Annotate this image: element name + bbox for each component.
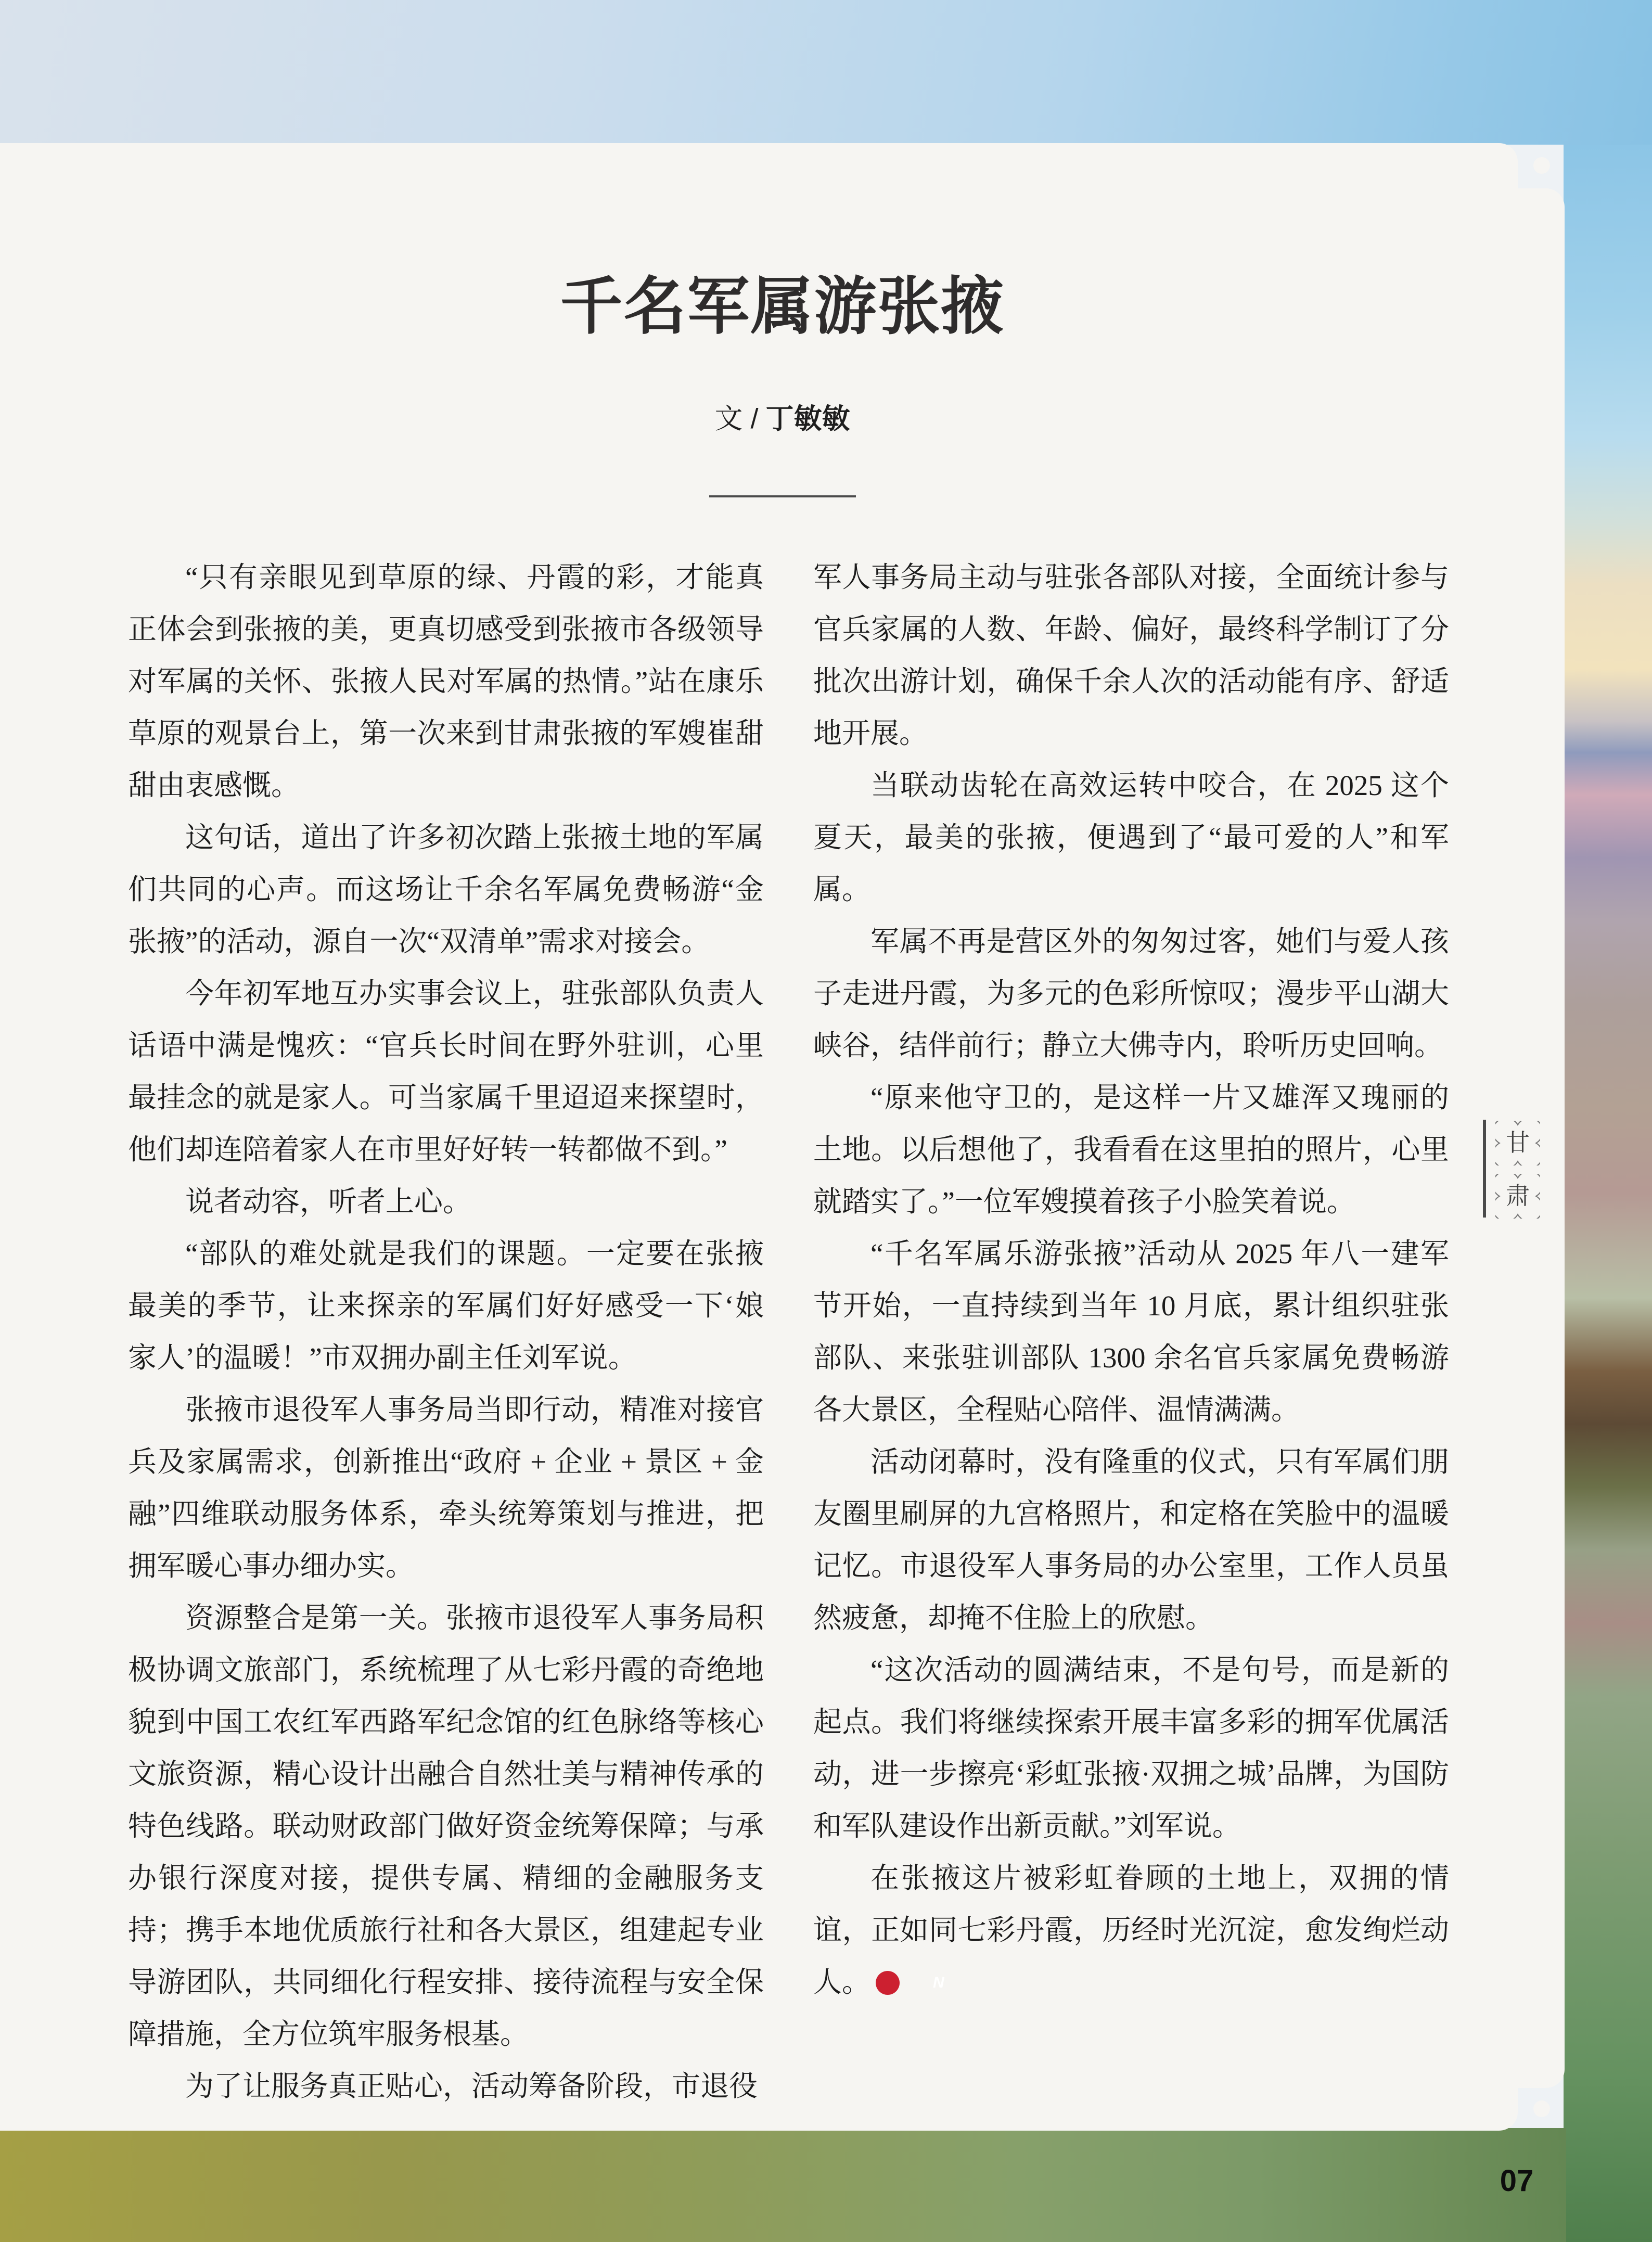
byline [0,396,1565,437]
byline-prefix: 文 / [714,403,759,434]
paragraph: 为了让服务真正贴心，活动筹备阶段，市退役 [185,2070,758,2102]
paragraph: “千名军属乐游张掖”活动从 2025 年八一建军节开始，一直持续到当年 10 月底，累计组织驻张部队、来张驻训部队 1300 余名官兵家属免费畅游各大景区，全程贴心陪伴、温情满满。 [813,1238,1449,1426]
paragraph: “原来他守卫的，是这样一片又雄浑又瑰丽的土地。以后想他了，我看看在这里拍的照片，心里就踏实了。”一位军嫂摸着孩子小脸笑着说。 [813,1082,1449,1218]
province-char: 甘 [1506,1130,1530,1156]
paragraph-continuation: 军人事务局主动与驻张各部队对接，全面统计参与官兵家属的人数、年龄、偏好，最终科学制订了分批次出游计划，确保千余人次的活动能有序、舒适地开展。 [813,561,1449,749]
province-badge [1495,1174,1540,1219]
paragraph: 张掖市退役军人事务局当即行动，精准对接官兵及家属需求，创新推出“政府 + 企业 + 景区 + 金融”四维联动服务体系，牵头统筹策划与推进，把拥军暖心事办细办实。 [128,1394,764,1582]
article-column-left [128,552,764,2112]
paragraph: “这次活动的圆满结束，不是句号，而是新的起点。我们将继续探索开展丰富多彩的拥军优属活动，进一步擦亮‘彩虹张掖·双拥之城’品牌，为国防和军队建设作出新贡献。”刘军说。 [813,1654,1449,1842]
paragraph: “只有亲眼见到草原的绿、丹霞的彩，才能真正体会到张掖的美，更真切感受到张掖市各级领导对军属的关怀、张掖人民对军属的热情。”站在康乐草原的观景台上，第一次来到甘肃张掖的军嫂崔甜甜由衷感慨。 [128,561,764,801]
paragraph: 说者动容，听者上心。 [185,1186,472,1218]
paragraph: 当联动齿轮在高效运转中咬合，在 2025 这个夏天，最美的张掖，便遇到了“最可爱的人”和军属。 [813,770,1449,905]
paragraph: 这句话，道出了许多初次踏上张掖土地的军属们共同的心声。而这场让千余名军属免费畅游“金张掖”的活动，源自一次“双清单”需求对接会。 [128,822,764,957]
corner-dot-top [1533,157,1550,174]
byline-author: 丁敏敏 [765,403,850,434]
article-title: 千名军属游张掖 [560,272,1005,341]
province-char: 肃 [1506,1183,1530,1209]
paragraph-last [813,1852,1449,2008]
grass-bottom-background [0,2128,1566,2242]
province-label-rule [1483,1120,1486,1218]
sky-background [0,0,1652,145]
title-divider [709,495,856,497]
paragraph: 军属不再是营区外的匆匆过客，她们与爱人孩子走进丹霞，为多元的色彩所惊叹；漫步平山湖大峡谷，结伴前行；静立大佛寺内，聆听历史回响。 [813,926,1449,1061]
end-of-article-mark [876,1971,944,1995]
corner-dot-bottom [1533,2100,1550,2117]
paragraph: “部队的难处就是我们的课题。一定要在张掖最美的季节，让来探亲的军属们好好感受一下‘娘家人’的温暖！”市双拥办副主任刘军说。 [128,1238,764,1374]
article-column-right [813,552,1449,2008]
province-badge [1495,1121,1540,1165]
paragraph: 今年初军地互办实事会议上，驻张部队负责人话语中满是愧疚：“官兵长时间在野外驻训，心里最挂念的就是家人。可当家属千里迢迢来探望时，他们却连陪着家人在市里好好转一转都做不到。” [128,978,764,1165]
paragraph: 活动闭幕时，没有隆重的仪式，只有军属们朋友圈里刷屏的九宫格照片，和定格在笑脸中的温暖记忆。市退役军人事务局的办公室里，工作人员虽然疲惫，却掩不住脸上的欣慰。 [813,1446,1449,1634]
paragraph-text: 在张掖这片被彩虹眷顾的土地上，双拥的情谊，正如同七彩丹霞，历经时光沉淀，愈发绚烂动人。 [813,1862,1449,1998]
page-number: 07 [1500,2164,1534,2198]
landscape-right-background [1564,145,1652,2242]
end-mark-letter: N [933,1974,944,1991]
paragraph: 资源整合是第一关。张掖市退役军人事务局积极协调文旅部门，系统梳理了从七彩丹霞的奇绝地貌到中国工农红军西路军纪念馆的红色脉络等核心文旅资源，精心设计出融合自然壮美与精神传承的特色线路。联动财政部门做好资金统筹保障；与承办银行深度对接，提供专属、精细的金融服务支持；携手本地优质旅行社和各大景区，组建起专业导游团队，共同细化行程安排、接待流程与安全保障措施，全方位筑牢服务根基。 [128,1602,764,2050]
